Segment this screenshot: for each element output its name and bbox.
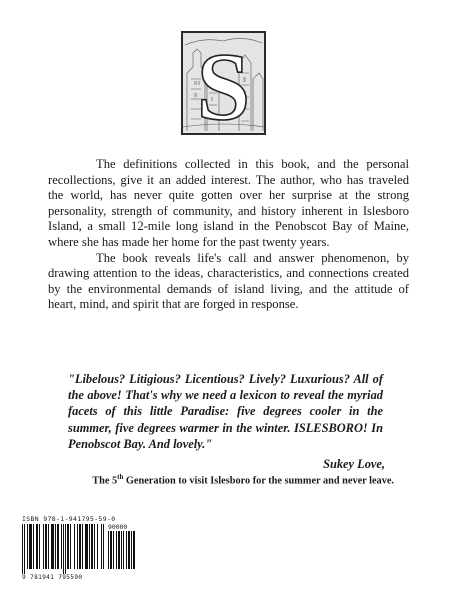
illuminated-letter-image: [183, 33, 264, 133]
body-text: [48, 157, 409, 313]
barcode-bar: [126, 531, 127, 569]
barcode-bar: [118, 531, 120, 569]
barcode-bar: [97, 524, 98, 569]
body-paragraph-2: The book reveals life's call and answer phenomenon, by drawing attention to the ideas, characteristics, and connections created by the environmental demands of island living, and the attitude of heart, mind, and spirit that are forged in response.: [48, 250, 409, 312]
barcode-bar: [110, 531, 112, 569]
barcode-bar: [101, 524, 102, 569]
decorative-initial-s: [181, 31, 266, 135]
barcode-bar: [67, 524, 69, 569]
quote-signature: Sukey Love,: [323, 457, 385, 471]
ean-digits: 9 781941 795590: [22, 574, 83, 581]
barcode-bar: [55, 524, 56, 569]
barcode-bar: [103, 524, 104, 569]
barcode-bar: [33, 524, 34, 569]
barcode-bar: [27, 524, 28, 569]
attribution-superscript: th: [117, 473, 124, 481]
barcode-bar: [131, 531, 132, 569]
barcode-bar: [121, 531, 122, 569]
barcode-bar: [74, 524, 75, 569]
barcode-bar: [70, 524, 71, 569]
barcode-bar: [123, 531, 124, 569]
barcode-bar: [116, 531, 117, 569]
quote-attribution: [84, 473, 394, 486]
barcode-bar: [39, 524, 40, 569]
price-code: 90000: [108, 523, 128, 531]
body-paragraph-1: The definitions collected in this book, and the personal recollections, give it an added interest. The author, who has traveled the world, has never quite gotten over her surprise at the strong personality, strength of community, and history inherent in Islesboro Island, a small 12-mile long island in the Penobscot Bay of Maine, where she has made her home for the past twenty years.: [48, 157, 409, 249]
barcode-bar: [22, 524, 23, 574]
barcode-bar: [61, 524, 62, 569]
barcode-bar: [128, 531, 130, 569]
barcode-bar: [65, 524, 66, 574]
barcode-bar: [113, 531, 114, 569]
barcode-bar: [89, 524, 90, 569]
barcode-bar: [77, 524, 78, 569]
price-barcode-bars: [108, 531, 136, 574]
barcode-bar: [29, 524, 32, 569]
isbn-number: ISBN 978-1-941795-59-0: [22, 515, 116, 523]
barcode-bar: [45, 524, 47, 569]
barcode-bar: [43, 524, 44, 569]
initial-letter-glyph: S: [196, 33, 251, 133]
barcode-bar: [63, 524, 64, 574]
barcode-bar: [82, 524, 83, 569]
barcode-bar: [24, 524, 25, 574]
barcode-bar: [133, 531, 135, 569]
barcode-bar: [48, 524, 49, 569]
attribution-suffix: Generation to visit Islesboro for the summer and never leave.: [123, 475, 394, 487]
barcode-bar: [91, 524, 93, 569]
barcode-bar: [85, 524, 88, 569]
ean-barcode-bars: [22, 524, 106, 574]
testimonial-quote: "Libelous? Litigious? Licentious? Lively? Luxurious? All of the above! That's why we need a lexicon to reveal the myriad facets of this little Paradise: five degrees cooler in the summer, five degrees warmer in the winter. ISLESBORO! In Penobscot Bay. And lovely.": [68, 372, 383, 451]
barcode-bar: [79, 524, 81, 569]
isbn-barcode: [22, 516, 140, 588]
barcode-bar: [57, 524, 59, 569]
attribution-prefix: The 5: [92, 475, 118, 487]
barcode-bar: [36, 524, 38, 569]
barcode-bar: [108, 531, 109, 569]
barcode-bar: [51, 524, 54, 569]
barcode-bar: [94, 524, 95, 569]
